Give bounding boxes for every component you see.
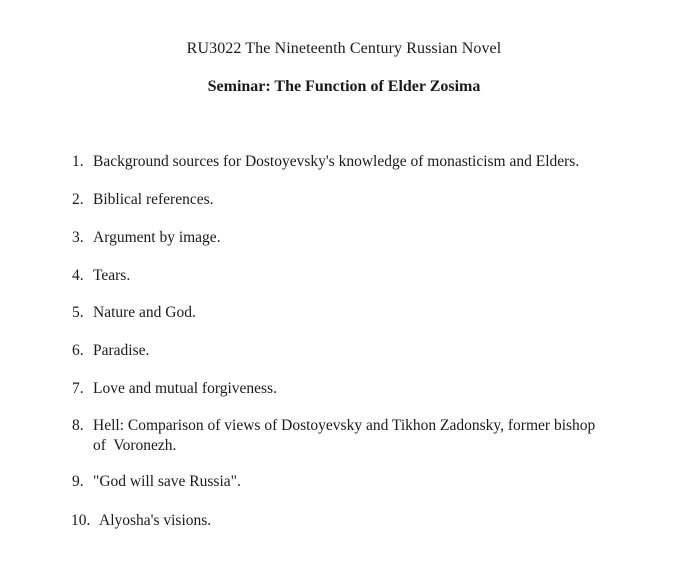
list-item-text: Biblical references. [93,191,214,208]
list-item-text: Alyosha's visions. [99,512,212,529]
list-item-text: Background sources for Dostoyevsky's knowledge of monasticism and Elders. [93,153,580,170]
list-item-text: Tears. [93,267,131,284]
list-item-text-line: Hell: Comparison of views of Dostoyevsky and Tikhon Zadonsky, former bishop [93,417,596,434]
list-item-text-line: of Voronezh. [93,437,177,454]
list-item-text: Argument by image. [93,229,221,246]
list-item-text: Paradise. [93,342,150,359]
list-item-text: Nature and God. [93,304,196,321]
list-item-number: 5. [72,304,84,321]
list-item-text: Love and mutual forgiveness. [93,380,277,397]
list-item-number: 3. [72,229,84,246]
course-title: RU3022 The Nineteenth Century Russian Novel [186,40,502,57]
list-item-number: 7. [72,380,84,397]
list-item-number: 9. [72,473,84,490]
list-item-text [93,416,653,456]
list-item-number: 10. [71,512,91,529]
list-item-text: "God will save Russia". [93,473,241,490]
seminar-title: Seminar: The Function of Elder Zosima [207,78,481,95]
list-item-number: 4. [72,267,84,284]
list-item-number: 6. [72,342,84,359]
list-item-number: 1. [72,153,84,170]
list-item-number: 8. [72,417,84,434]
list-item-number: 2. [72,191,84,208]
